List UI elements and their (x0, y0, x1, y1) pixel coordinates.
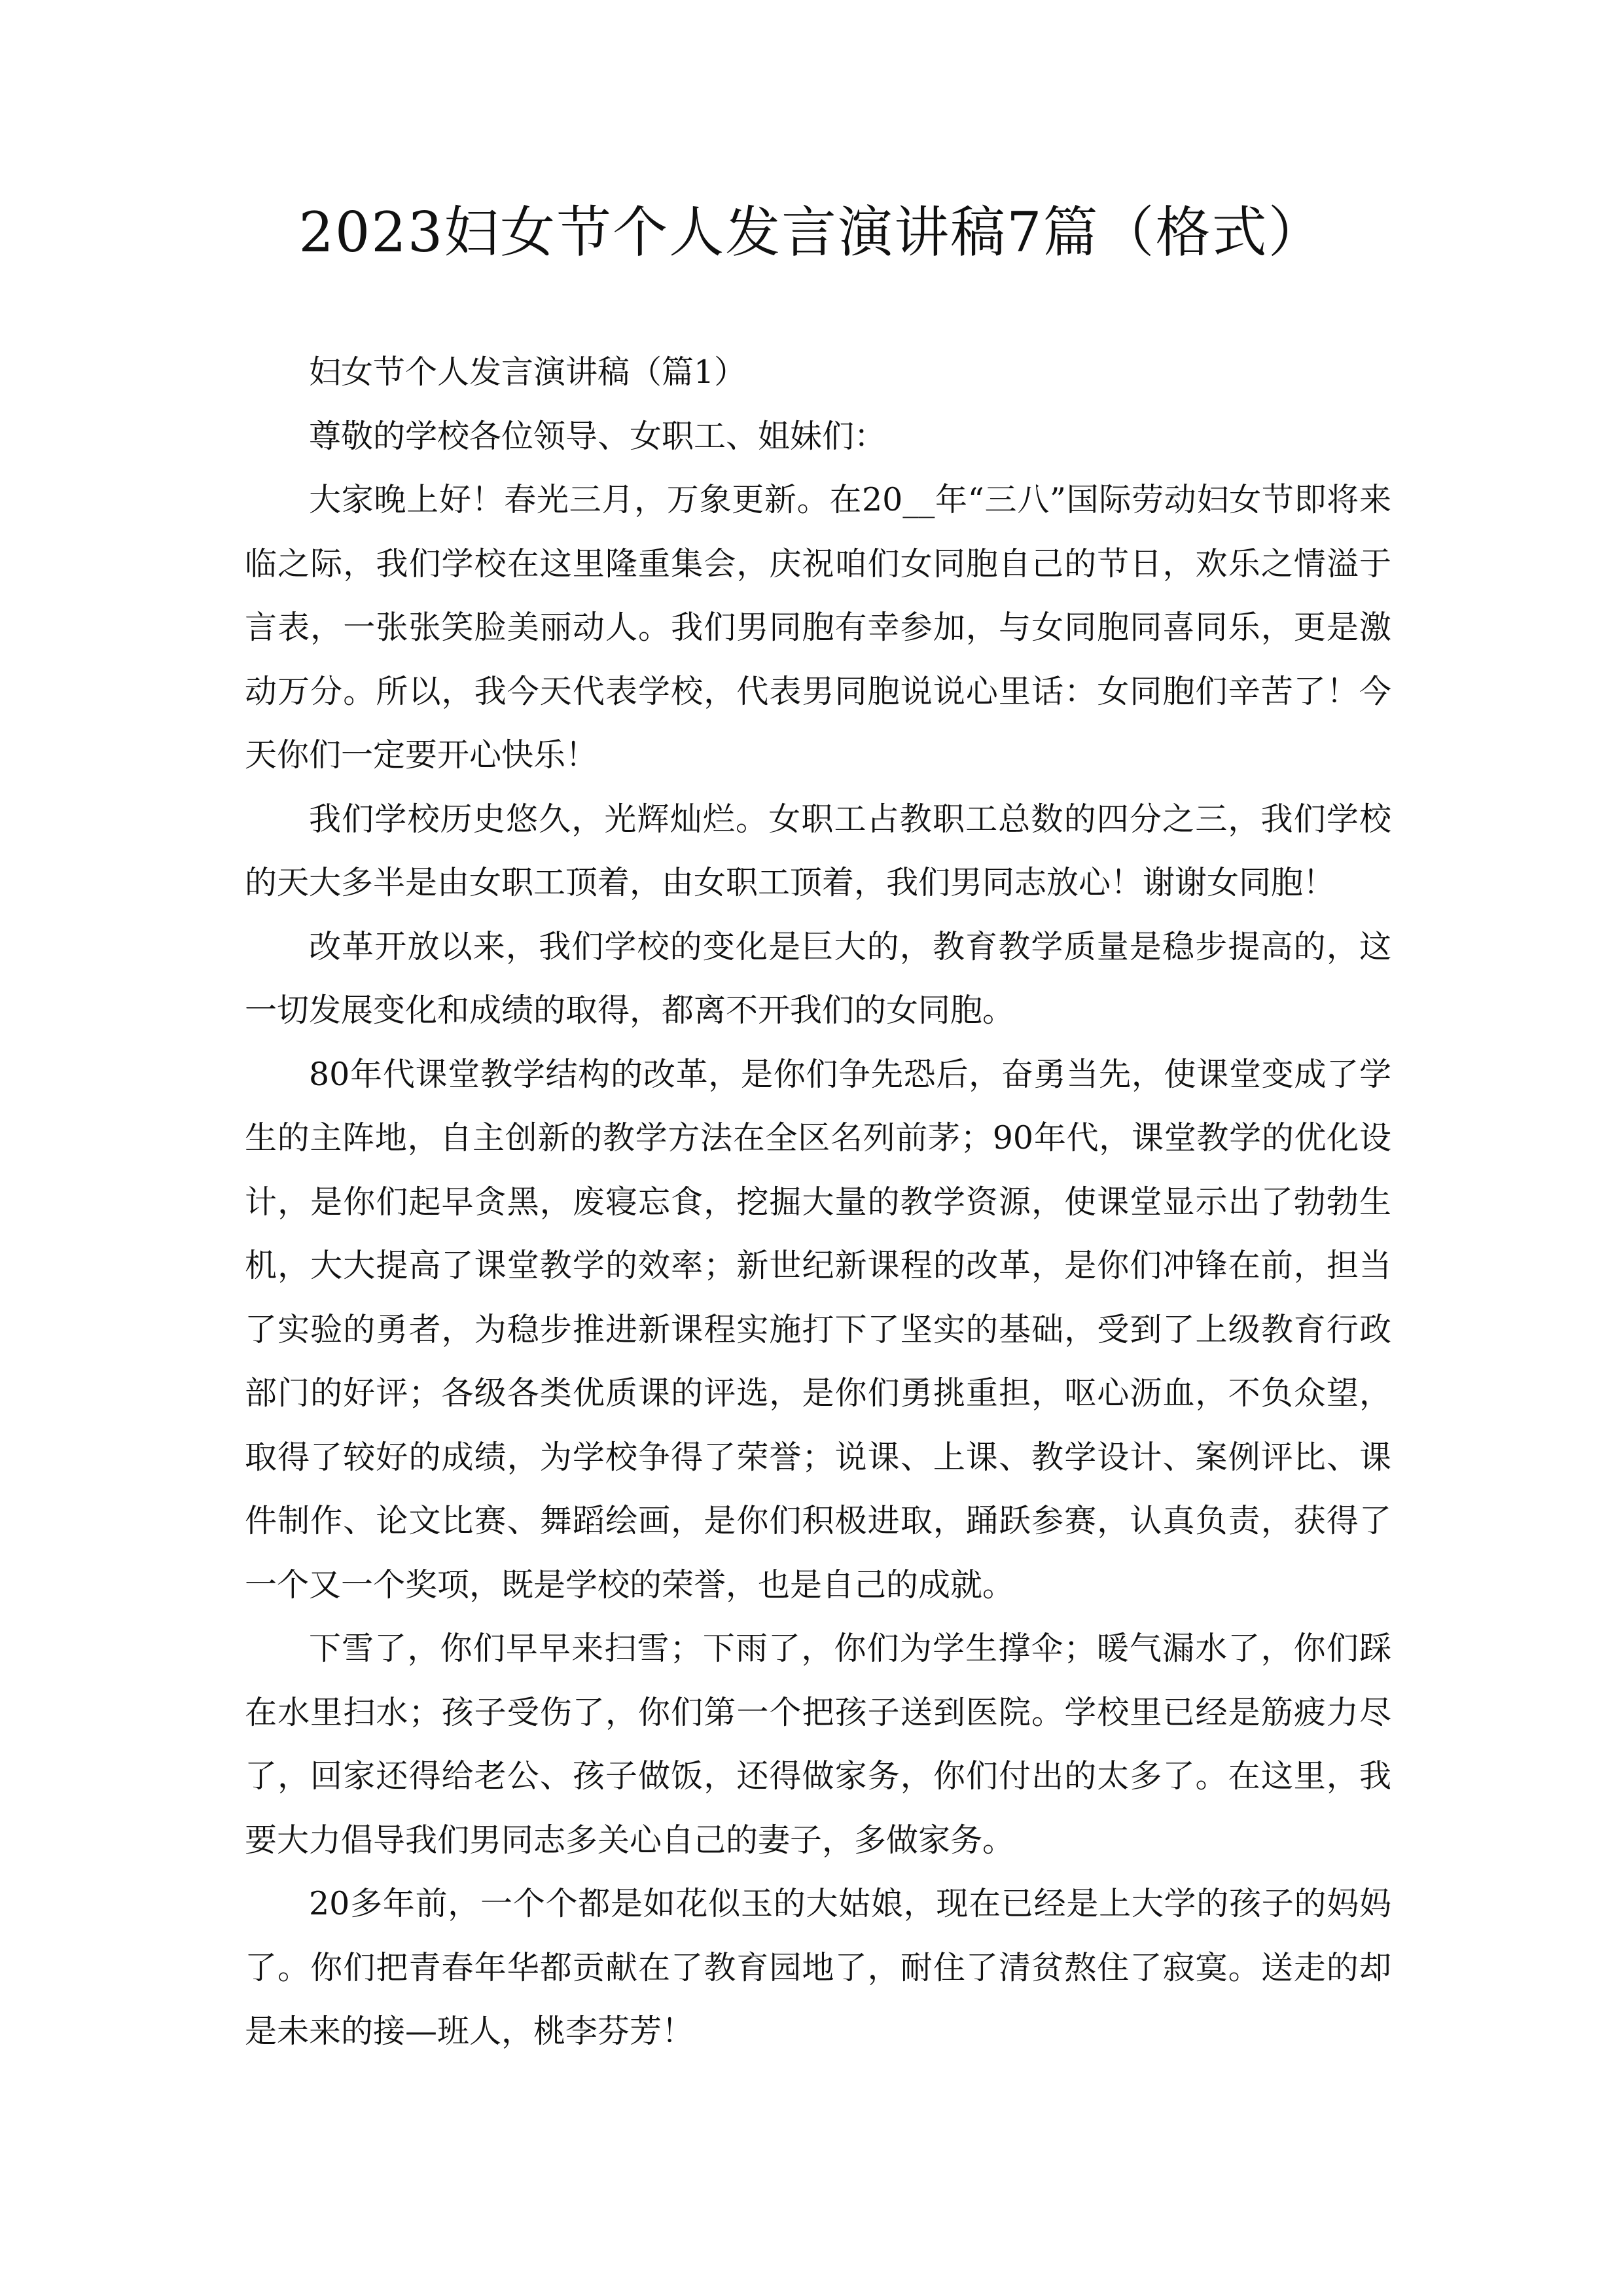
salutation: 尊敬的学校各位领导、女职工、姐妹们： (309, 417, 887, 455)
section-heading: 妇女节个人发言演讲稿（篇1） (309, 353, 747, 391)
paragraph: 20多年前，一个个都是如花似玉的大姑娘，现在已经是上大学的孩子的妈妈了。你们把青春年华都贡献在了教育园地了，耐住了清贫熬住了寂寞。送走的却是未来的接—班人，桃李芬芳！ (245, 1885, 1391, 2050)
paragraph: 下雪了，你们早早来扫雪；下雨了，你们为学生撑伞；暖气漏水了，你们踩在水里扫水；孩子受伤了，你们第一个把孩子送到医院。学校里已经是筋疲力尽了，回家还得给老公、孩子做饭，还得做家务，你们付出的太多了。在这里，我要大力倡导我们男同志多关心自己的妻子，多做家务。 (245, 1630, 1391, 1859)
paragraph: 大家晚上好！春光三月，万象更新。在20__年“三八”国际劳动妇女节即将来临之际，我们学校在这里隆重集会，庆祝咱们女同胞自己的节日，欢乐之情溢于言表，一张张笑脸美丽动人。我们男同胞有幸参加，与女同胞同喜同乐，更是激动万分。所以，我今天代表学校，代表男同胞说说心里话：女同胞们辛苦了！今天你们一定要开心快乐！ (245, 481, 1391, 774)
paragraph: 80年代课堂教学结构的改革，是你们争先恐后，奋勇当先，使课堂变成了学生的主阵地，自主创新的教学方法在全区名列前茅；90年代，课堂教学的优化设计，是你们起早贪黑，废寝忘食，挖掘大量的教学资源，使课堂显示出了勃勃生机，大大提高了课堂教学的效率；新世纪新课程的改革，是你们冲锋在前，担当了实验的勇者，为稳步推进新课程实施打下了坚实的基础，受到了上级教育行政部门的好评；各级各类优质课的评选，是你们勇挑重担，呕心沥血，不负众望，取得了较好的成绩，为学校争得了荣誉；说课、上课、教学设计、案例评比、课件制作、论文比赛、舞蹈绘画，是你们积极进取，踊跃参赛，认真负责，获得了一个又一个奖项，既是学校的荣誉，也是自己的成就。 (245, 1055, 1391, 1604)
document-title: 2023妇女节个人发言演讲稿7篇（格式） (298, 200, 1325, 264)
document-body (245, 340, 1391, 2064)
paragraph: 我们学校历史悠久，光辉灿烂。女职工占教职工总数的四分之三，我们学校的天大多半是由女职工顶着，由女职工顶着，我们男同志放心！谢谢女同胞！ (245, 800, 1391, 901)
paragraph: 改革开放以来，我们学校的变化是巨大的，教育教学质量是稳步提高的，这一切发展变化和成绩的取得，都离不开我们的女同胞。 (245, 927, 1391, 1029)
